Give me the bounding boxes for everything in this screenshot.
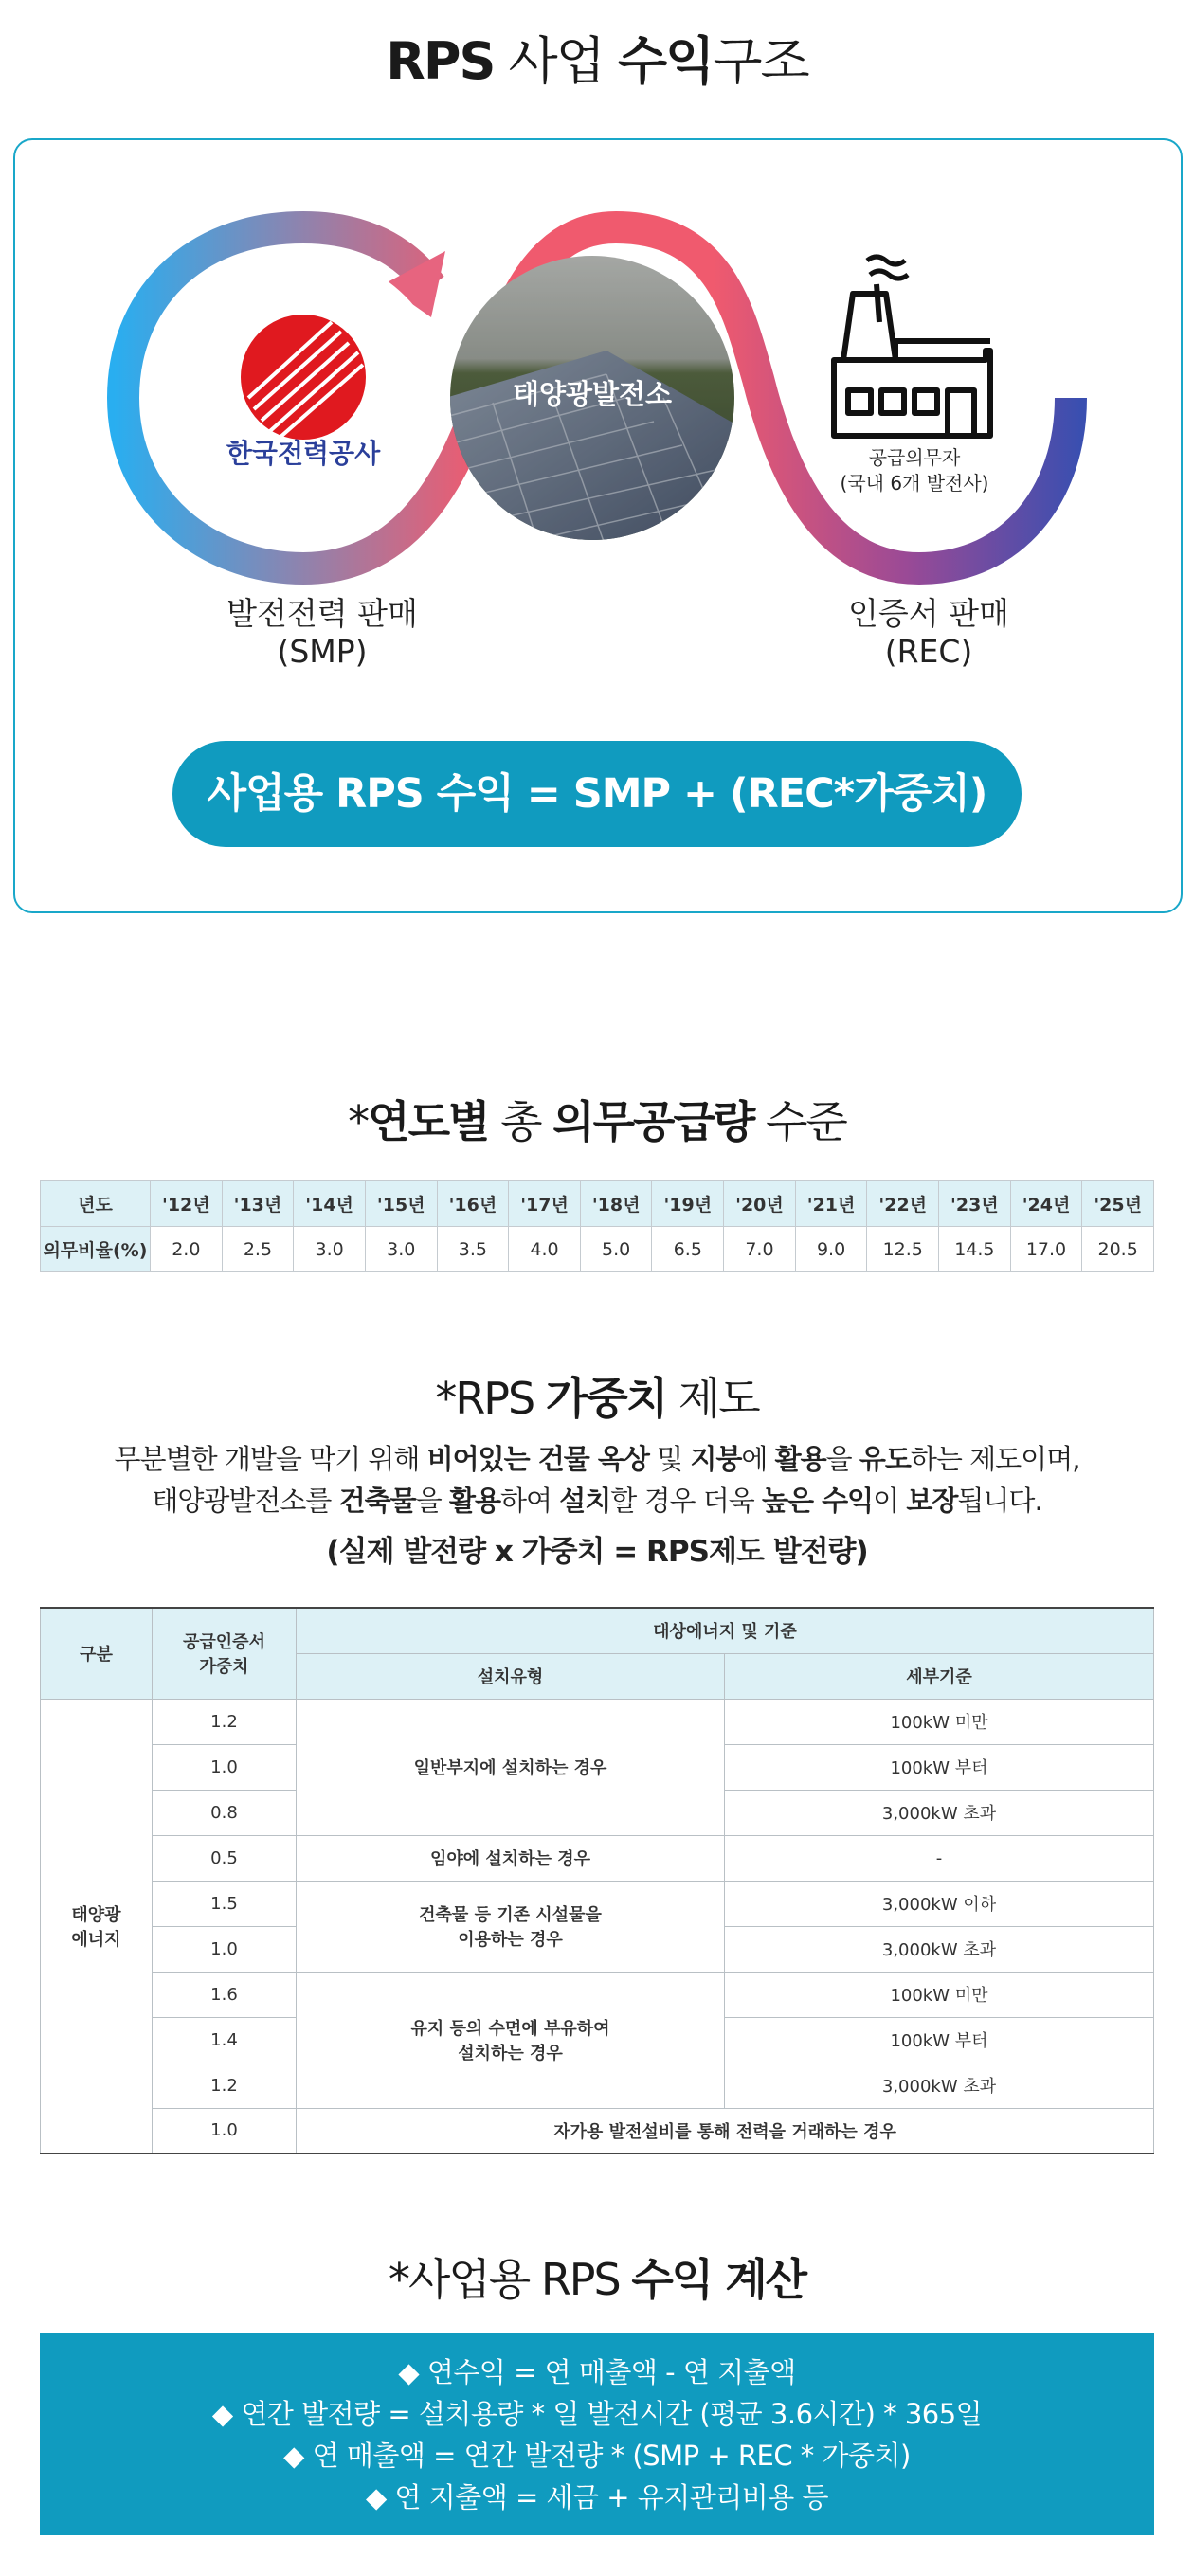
- weight-description-line2: [0, 1480, 1194, 1522]
- obligor-label: 공급의무자: [868, 446, 961, 469]
- year-cell: '15년: [365, 1181, 437, 1227]
- self-use-cell: 자가용 발전설비를 통해 전력을 거래하는 경우: [297, 2108, 1154, 2153]
- year-cell: '17년: [509, 1181, 581, 1227]
- description-segment: 할 경우 더욱: [610, 1485, 762, 1517]
- description-segment: 설치: [559, 1485, 611, 1517]
- ratio-row-label: 의무비율(%): [41, 1227, 151, 1272]
- description-segment: 및: [648, 1443, 691, 1475]
- year-header: 년도: [41, 1181, 151, 1227]
- weight-cell: 0.8: [153, 1790, 297, 1835]
- rec-sale-label: 인증서 판매 (REC): [848, 595, 1009, 670]
- factory-icon: [834, 257, 990, 436]
- calc-line: ◆ 연 지출액 = 세금 + 유지관리비용 등: [365, 2481, 829, 2513]
- ratio-cell: 2.5: [222, 1227, 294, 1272]
- install-type-cell: 유지 등의 수면에 부유하여 설치하는 경우: [297, 1972, 725, 2108]
- year-cell: '13년: [222, 1181, 294, 1227]
- ratio-cell: 6.5: [652, 1227, 724, 1272]
- detail-cell: 3,000kW 초과: [725, 2063, 1154, 2108]
- calc-line: ◆ 연 매출액 = 연간 발전량 * (SMP + REC * 가중치): [283, 2440, 911, 2472]
- detail-cell: -: [725, 1835, 1154, 1881]
- detail-cell: 100kW 부터: [725, 1744, 1154, 1790]
- description-segment: 을: [415, 1485, 449, 1517]
- description-segment: 활용: [774, 1443, 826, 1475]
- year-cell: '14년: [294, 1181, 366, 1227]
- install-type-cell: 임야에 설치하는 경우: [297, 1835, 725, 1881]
- description-segment: 하는 제도이며,: [910, 1443, 1080, 1475]
- table-row: [41, 1972, 1154, 2017]
- revenue-calc-box: [40, 2333, 1154, 2535]
- year-cell: '20년: [724, 1181, 796, 1227]
- detail-header: 세부기준: [725, 1653, 1154, 1699]
- weight-formula: (실제 발전량 x 가중치 = RPS제도 발전량): [326, 1535, 868, 1569]
- description-segment: 하여: [499, 1485, 560, 1517]
- weight-header: 공급인증서 가중치: [153, 1608, 297, 1699]
- weight-cell: 1.4: [153, 2017, 297, 2063]
- table-row: [41, 1227, 1154, 1272]
- year-cell: '21년: [795, 1181, 867, 1227]
- table-header-row: [41, 1181, 1154, 1227]
- plant-label: 태양광발전소: [512, 378, 673, 410]
- category-header: 구분: [41, 1608, 153, 1699]
- detail-cell: 100kW 부터: [725, 2017, 1154, 2063]
- description-segment: 보장: [906, 1485, 958, 1517]
- category-cell: 태양광 에너지: [41, 1699, 153, 2153]
- install-type-cell: 일반부지에 설치하는 경우: [297, 1699, 725, 1835]
- year-cell: '25년: [1082, 1181, 1154, 1227]
- year-cell: '24년: [1010, 1181, 1082, 1227]
- calc-line: ◆ 연간 발전량 = 설치용량 * 일 발전시간 (평균 3.6시간) * 365일: [211, 2398, 983, 2430]
- ratio-cell: 4.0: [509, 1227, 581, 1272]
- description-segment: 활용: [448, 1485, 500, 1517]
- year-cell: '19년: [652, 1181, 724, 1227]
- ratio-cell: 14.5: [939, 1227, 1011, 1272]
- description-segment: 유도: [859, 1443, 911, 1475]
- weight-cell: 1.5: [153, 1881, 297, 1926]
- weight-description-line1: [0, 1438, 1194, 1480]
- obligation-level-title: *연도별 총 의무공급량 수준: [348, 1096, 846, 1147]
- revenue-structure-title: RPS 사업 수익구조: [386, 31, 808, 91]
- ratio-cell: 12.5: [867, 1227, 939, 1272]
- ratio-cell: 2.0: [151, 1227, 223, 1272]
- description-segment: 태양광발전소를: [152, 1485, 339, 1517]
- weight-cell: 1.0: [153, 1926, 297, 1972]
- detail-cell: 3,000kW 초과: [725, 1926, 1154, 1972]
- weight-cell: 1.0: [153, 1744, 297, 1790]
- kepco-logo-icon: [241, 315, 366, 440]
- ratio-cell: 3.0: [365, 1227, 437, 1272]
- description-segment: 이: [873, 1485, 907, 1517]
- ratio-cell: 17.0: [1010, 1227, 1082, 1272]
- ratio-cell: 20.5: [1082, 1227, 1154, 1272]
- smp-sale-label: 발전전력 판매 (SMP): [226, 595, 418, 670]
- detail-cell: 100kW 미만: [725, 1699, 1154, 1744]
- ratio-cell: 5.0: [580, 1227, 652, 1272]
- table-row: [41, 1699, 1154, 1744]
- revenue-formula-pill: 사업용 RPS 수익 = SMP + (REC*가중치): [172, 741, 1022, 847]
- detail-cell: 3,000kW 초과: [725, 1790, 1154, 1835]
- detail-cell: 100kW 미만: [725, 1972, 1154, 2017]
- weight-system-title: *RPS 가중치 제도: [435, 1373, 759, 1424]
- obligor-sublabel: (국내 6개 발전사): [840, 472, 989, 495]
- weight-cell: 1.2: [153, 2063, 297, 2108]
- weight-cell: 1.2: [153, 1699, 297, 1744]
- year-cell: '18년: [580, 1181, 652, 1227]
- weight-cell: 1.0: [153, 2108, 297, 2153]
- description-segment: 건축물: [338, 1485, 416, 1517]
- table-row: [41, 2108, 1154, 2153]
- weight-cell: 1.6: [153, 1972, 297, 2017]
- kepco-name: 한국전력공사: [226, 438, 381, 469]
- description-segment: 비어있는 건물 옥상: [426, 1443, 649, 1475]
- install-type-cell: 건축물 등 기존 시설물을 이용하는 경우: [297, 1881, 725, 1972]
- description-segment: 높은 수익: [761, 1485, 874, 1517]
- ratio-cell: 7.0: [724, 1227, 796, 1272]
- weight-cell: 0.5: [153, 1835, 297, 1881]
- weight-table: [40, 1607, 1154, 2154]
- table-row: [41, 1835, 1154, 1881]
- ratio-cell: 3.5: [437, 1227, 509, 1272]
- year-cell: '12년: [151, 1181, 223, 1227]
- table-row: [41, 1881, 1154, 1926]
- calc-line: ◆ 연수익 = 연 매출액 - 연 지출액: [398, 2356, 796, 2388]
- revenue-calc-title: *사업용 RPS 수익 계산: [388, 2254, 806, 2305]
- table-header-row: [41, 1608, 1154, 1653]
- type-header: 설치유형: [297, 1653, 725, 1699]
- description-segment: 됩니다.: [957, 1485, 1042, 1517]
- description-segment: 에: [741, 1443, 775, 1475]
- description-segment: 무분별한 개발을 막기 위해: [114, 1443, 427, 1475]
- detail-cell: 3,000kW 이하: [725, 1881, 1154, 1926]
- description-segment: 지붕: [690, 1443, 742, 1475]
- year-cell: '23년: [939, 1181, 1011, 1227]
- ratio-cell: 3.0: [294, 1227, 366, 1272]
- target-header: 대상에너지 및 기준: [297, 1608, 1154, 1653]
- description-segment: 을: [825, 1443, 859, 1475]
- year-cell: '16년: [437, 1181, 509, 1227]
- year-cell: '22년: [867, 1181, 939, 1227]
- obligation-ratio-table: [40, 1180, 1154, 1272]
- ratio-cell: 9.0: [795, 1227, 867, 1272]
